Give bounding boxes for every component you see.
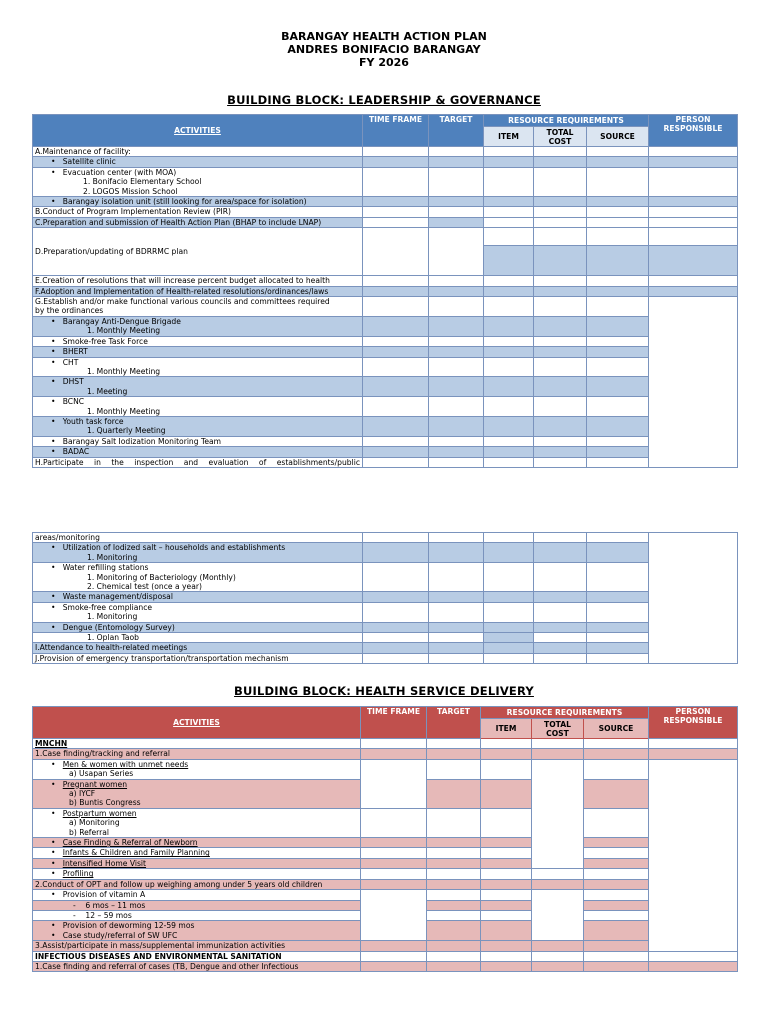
list-item: • Barangay Salt Iodization Monitoring Team <box>33 436 363 446</box>
col-activities: ACTIVITIES <box>33 707 361 739</box>
table-row: J.Provision of emergency transportation/transportation mechanism <box>33 653 363 663</box>
col-target: TARGET <box>429 115 484 147</box>
list-item: • Provision of vitamin A <box>33 890 361 900</box>
table-row: D.Preparation/updating of BDRRMC plan <box>33 228 363 276</box>
col-resource-requirements: RESOURCE REQUIREMENTS <box>484 115 649 127</box>
list-item: • Infants & Children and Family Planning <box>33 848 361 858</box>
list-item: • Profiling <box>33 869 361 879</box>
table-row: 1.Case finding and referral of cases (TB, Dengue and other Infectious <box>33 961 361 971</box>
list-item: • BADAC <box>33 447 363 457</box>
list-item: • Intensified Home Visit <box>33 858 361 868</box>
table-row: 2.Conduct of OPT and follow up weighing among under 5 years old children <box>33 879 361 889</box>
col-total-cost: TOTAL COST <box>534 127 587 147</box>
list-item: • Water refilling stations 1. Monitoring of Bacteriology (Monthly) 2. Chemical test (once a year) <box>33 563 363 592</box>
list-item: • Pregnant women a) IYCF b) Buntis Congress <box>33 779 361 808</box>
list-item: • Utilization of Iodized salt – households and establishments 1. Monitoring <box>33 543 363 563</box>
col-source: SOURCE <box>584 719 649 739</box>
col-source: SOURCE <box>587 127 649 147</box>
list-item: 1. Oplan Taob <box>33 633 363 643</box>
list-item: • DHST 1. Meeting <box>33 377 363 397</box>
col-person-responsible: PERSON RESPONSIBLE <box>649 707 738 739</box>
list-item: • Evacuation center (with MOA) 1. Bonifacio Elementary School 2. LOGOS Mission School <box>33 167 363 196</box>
list-item: • Barangay isolation unit (still looking for area/space for isolation) <box>33 197 363 207</box>
table-row: A.Maintenance of facility: <box>33 147 363 157</box>
table-row: areas/monitoring <box>33 533 363 543</box>
list-item: • Smoke-free compliance 1. Monitoring <box>33 602 363 622</box>
col-item: ITEM <box>481 719 532 739</box>
list-item: • Satellite clinic <box>33 157 363 167</box>
table-row: 1.Case finding/tracking and referral <box>33 749 361 759</box>
table-row: G.Establish and/or make functional various councils and committees required by the ordinances <box>33 297 363 317</box>
service-delivery-table <box>32 706 738 972</box>
barangay-name: ANDRES BONIFACIO BARANGAY <box>287 43 481 56</box>
list-item: • Waste management/disposal <box>33 592 363 602</box>
leadership-table <box>32 114 738 468</box>
list-item: • CHT 1. Monthly Meeting <box>33 357 363 377</box>
list-item: • Men & women with unmet needs a) Usapan Series <box>33 759 361 779</box>
list-item: • Case Finding & Referral of Newborn <box>33 838 361 848</box>
col-time-frame: TIME FRAME <box>363 115 429 147</box>
list-item: • Postpartum women a) Monitoring b) Referral <box>33 808 361 837</box>
section-heading: MNCHN <box>33 739 361 749</box>
table-row: E.Creation of resolutions that will increase percent budget allocated to health <box>33 276 363 286</box>
list-item: • BHERT <box>33 347 363 357</box>
col-item: ITEM <box>484 127 534 147</box>
list-item: • Dengue (Entomology Survey) <box>33 622 363 632</box>
col-total-cost: TOTAL COST <box>532 719 584 739</box>
col-activities: ACTIVITIES <box>33 115 363 147</box>
list-item: • Provision of deworming 12-59 mos • Case study/referral of SW UFC <box>33 921 361 941</box>
table-row: H.Participate in the inspection and evaluation of establishments/public <box>33 457 363 467</box>
col-person-responsible: PERSON RESPONSIBLE <box>649 115 738 147</box>
col-resource-requirements: RESOURCE REQUIREMENTS <box>481 707 649 719</box>
fiscal-year: FY 2026 <box>359 56 409 69</box>
list-item: • Youth task force 1. Quarterly Meeting <box>33 416 363 436</box>
table-row: 3.Assist/participate in mass/supplemental immunization activities <box>33 941 361 951</box>
plan-title: BARANGAY HEALTH ACTION PLAN <box>281 30 487 43</box>
col-target: TARGET <box>427 707 481 739</box>
section-heading: INFECTIOUS DISEASES AND ENVIRONMENTAL SANITATION <box>33 951 361 961</box>
list-item: - 12 – 59 mos <box>33 910 361 920</box>
leadership-table-continued <box>32 532 738 664</box>
block-title-leadership: BUILDING BLOCK: LEADERSHIP & GOVERNANCE <box>227 93 541 107</box>
table-row: B.Conduct of Program Implementation Review (PIR) <box>33 207 363 217</box>
block-title-service-delivery: BUILDING BLOCK: HEALTH SERVICE DELIVERY <box>234 684 534 698</box>
list-item: • Barangay Anti-Dengue Brigade 1. Monthly Meeting <box>33 316 363 336</box>
list-item: - 6 mos – 11 mos <box>33 900 361 910</box>
table-row: C.Preparation and submission of Health Action Plan (BHAP to include LNAP) <box>33 217 363 227</box>
table-row: I.Attendance to health-related meetings <box>33 643 363 653</box>
list-item: • BCNC 1. Monthly Meeting <box>33 397 363 417</box>
list-item: • Smoke-free Task Force <box>33 336 363 346</box>
col-time-frame: TIME FRAME <box>361 707 427 739</box>
table-row: F.Adoption and Implementation of Health-related resolutions/ordinances/laws <box>33 286 363 296</box>
